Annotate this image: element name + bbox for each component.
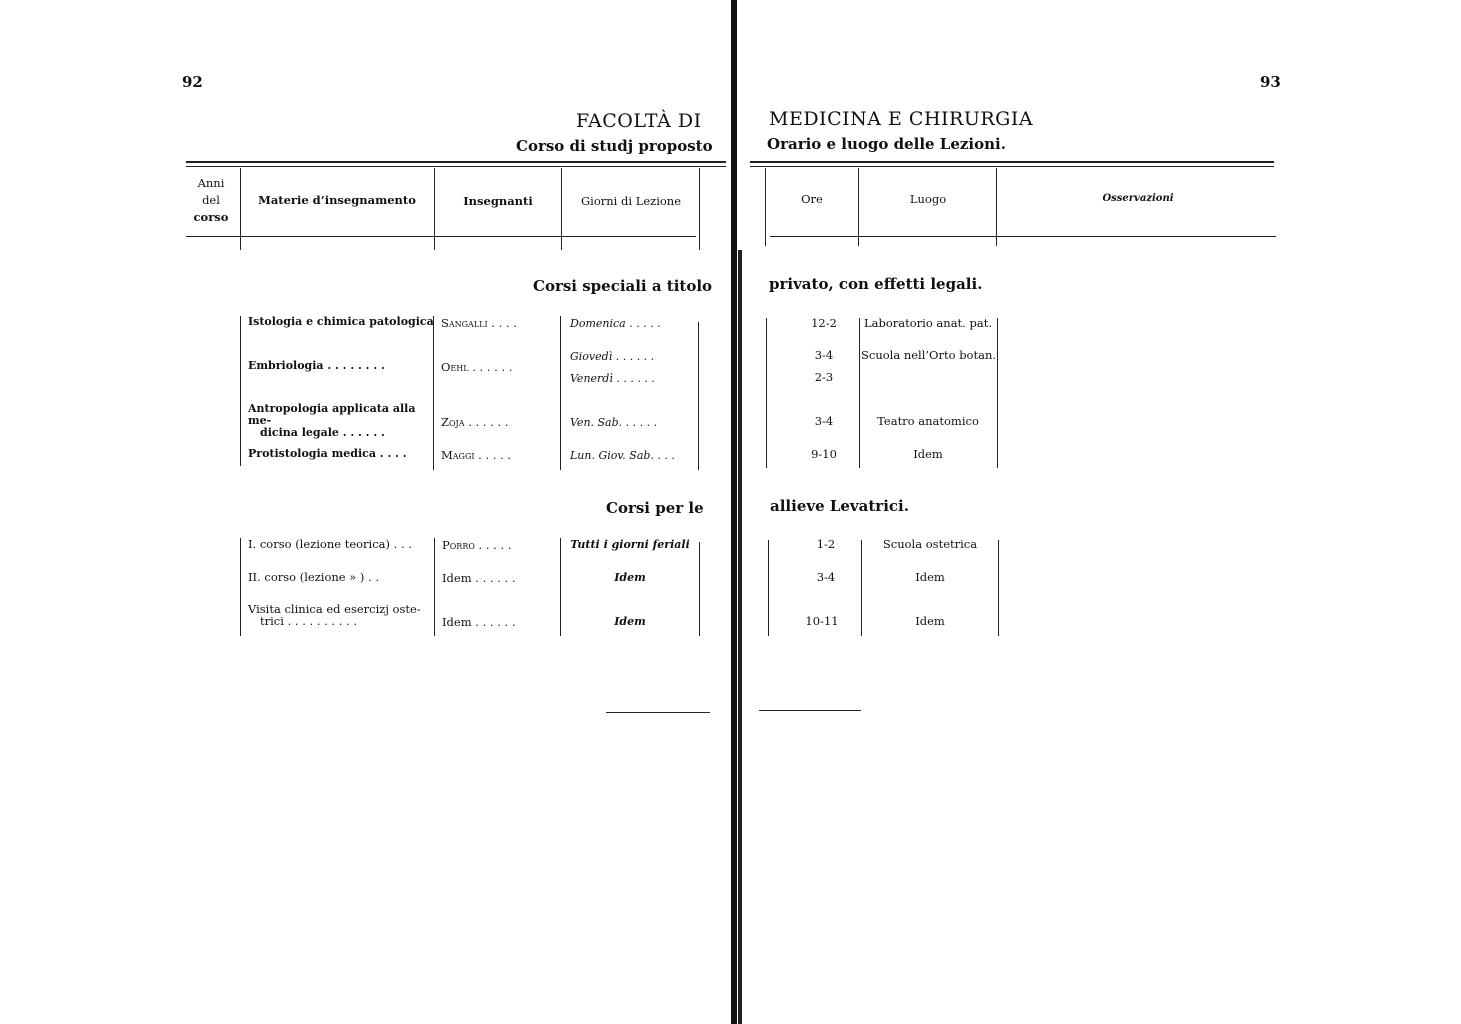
page-number-right: 93	[1260, 73, 1281, 91]
luogo: Idem	[915, 570, 945, 584]
giorni: Domenica . . . . .	[570, 317, 661, 330]
ore: 3-4	[814, 414, 834, 428]
col-sep	[996, 168, 997, 246]
luogo: Scuola nell’Orto botan.	[861, 348, 997, 362]
giorni: Venerdì . . . . . .	[570, 372, 655, 385]
col-sep	[858, 168, 859, 246]
materia: I. corso (lezione teorica) . . .	[248, 537, 412, 551]
col-sep	[561, 168, 562, 250]
end-rule-left	[606, 712, 710, 713]
col-sep	[766, 318, 767, 468]
header-osservazioni: Osservazioni	[1102, 193, 1174, 204]
book-spine-shadow	[738, 250, 742, 1024]
col-sep	[699, 168, 700, 250]
header-rule-left-thin	[186, 166, 726, 167]
header-bottom-rule-left	[186, 236, 696, 237]
insegnante: Idem . . . . . .	[442, 571, 516, 585]
giorni: Tutti i giorni feriali	[570, 538, 690, 551]
header-rule-right-thin	[750, 166, 1274, 167]
materia: Protistologia medica . . . .	[248, 447, 407, 460]
giorni: Ven. Sab. . . . . .	[570, 416, 658, 429]
end-rule-right	[759, 710, 861, 711]
subtitle-left: Corso di studj proposto	[516, 137, 713, 155]
col-sep	[699, 542, 700, 636]
header-luogo: Luogo	[909, 192, 947, 206]
header-insegnanti: Insegnanti	[463, 194, 533, 208]
col-sep	[998, 540, 999, 636]
col-sep	[240, 316, 241, 466]
col-sep	[997, 318, 998, 468]
section2-heading-right: allieve Levatrici.	[770, 497, 909, 515]
giorni: Idem	[614, 615, 646, 628]
insegnante: Porro . . . . .	[442, 538, 512, 552]
materia: Visita clinica ed esercizj oste- trici . . . . . . . . . .	[248, 602, 421, 628]
title-right: MEDICINA E CHIRURGIA	[769, 108, 1034, 130]
luogo: Laboratorio anat. pat.	[864, 316, 992, 330]
ore: 10-11	[805, 614, 839, 628]
giorni: Giovedì . . . . . .	[570, 350, 655, 363]
section1-heading-right: privato, con effetti legali.	[769, 275, 983, 293]
col-sep	[560, 538, 561, 636]
ore: 9-10	[811, 447, 837, 461]
luogo: Idem	[913, 447, 943, 461]
header-anni: Anni del corso	[193, 176, 229, 224]
insegnante: Idem . . . . . .	[442, 615, 516, 629]
subtitle-right: Orario e luogo delle Lezioni.	[767, 135, 1006, 153]
col-sep	[765, 168, 766, 246]
title-left: FACOLTÀ DI	[576, 110, 702, 132]
materia: Antropologia applicata alla me- dicina legale . . . . . .	[248, 402, 416, 439]
header-giorni: Giorni di Lezione	[580, 194, 682, 208]
page-number-left: 92	[182, 73, 203, 91]
col-sep	[698, 322, 699, 470]
col-sep	[859, 318, 860, 468]
insegnante: Oehl . . . . . .	[441, 360, 513, 374]
insegnante: Maggi . . . . .	[441, 448, 512, 462]
col-sep	[434, 168, 435, 250]
materia: Istologia e chimica patologica	[248, 315, 434, 328]
ore: 12-2	[811, 316, 837, 330]
book-spine	[731, 0, 737, 1024]
materia: Embriologia . . . . . . . .	[248, 359, 385, 372]
col-sep	[434, 538, 435, 636]
col-sep	[768, 540, 769, 636]
insegnante: Sangalli . . . .	[441, 316, 517, 330]
ore: 3-4	[816, 570, 836, 584]
header-materie: Materie d’insegnamento	[258, 193, 416, 207]
ore: 2-3	[814, 370, 834, 384]
materia: II. corso (lezione » ) . .	[248, 570, 380, 584]
giorni: Lun. Giov. Sab. . . .	[570, 449, 675, 462]
ore: 3-4	[814, 348, 834, 362]
luogo: Scuola ostetrica	[882, 537, 978, 551]
header-ore: Ore	[801, 192, 823, 206]
ore: 1-2	[816, 537, 836, 551]
section1-heading-left: Corsi speciali a titolo	[533, 277, 713, 295]
luogo: Teatro anatomico	[877, 414, 979, 428]
insegnante: Zoja . . . . . .	[441, 415, 509, 429]
col-sep	[560, 316, 561, 470]
luogo: Idem	[915, 614, 945, 628]
giorni: Idem	[614, 571, 646, 584]
col-sep	[433, 316, 434, 470]
header-rule-left	[186, 161, 726, 163]
header-bottom-rule-right	[770, 236, 1276, 237]
col-sep	[240, 168, 241, 250]
section2-heading-left: Corsi per le	[606, 499, 704, 517]
col-sep	[240, 538, 241, 636]
header-rule-right	[750, 161, 1274, 163]
